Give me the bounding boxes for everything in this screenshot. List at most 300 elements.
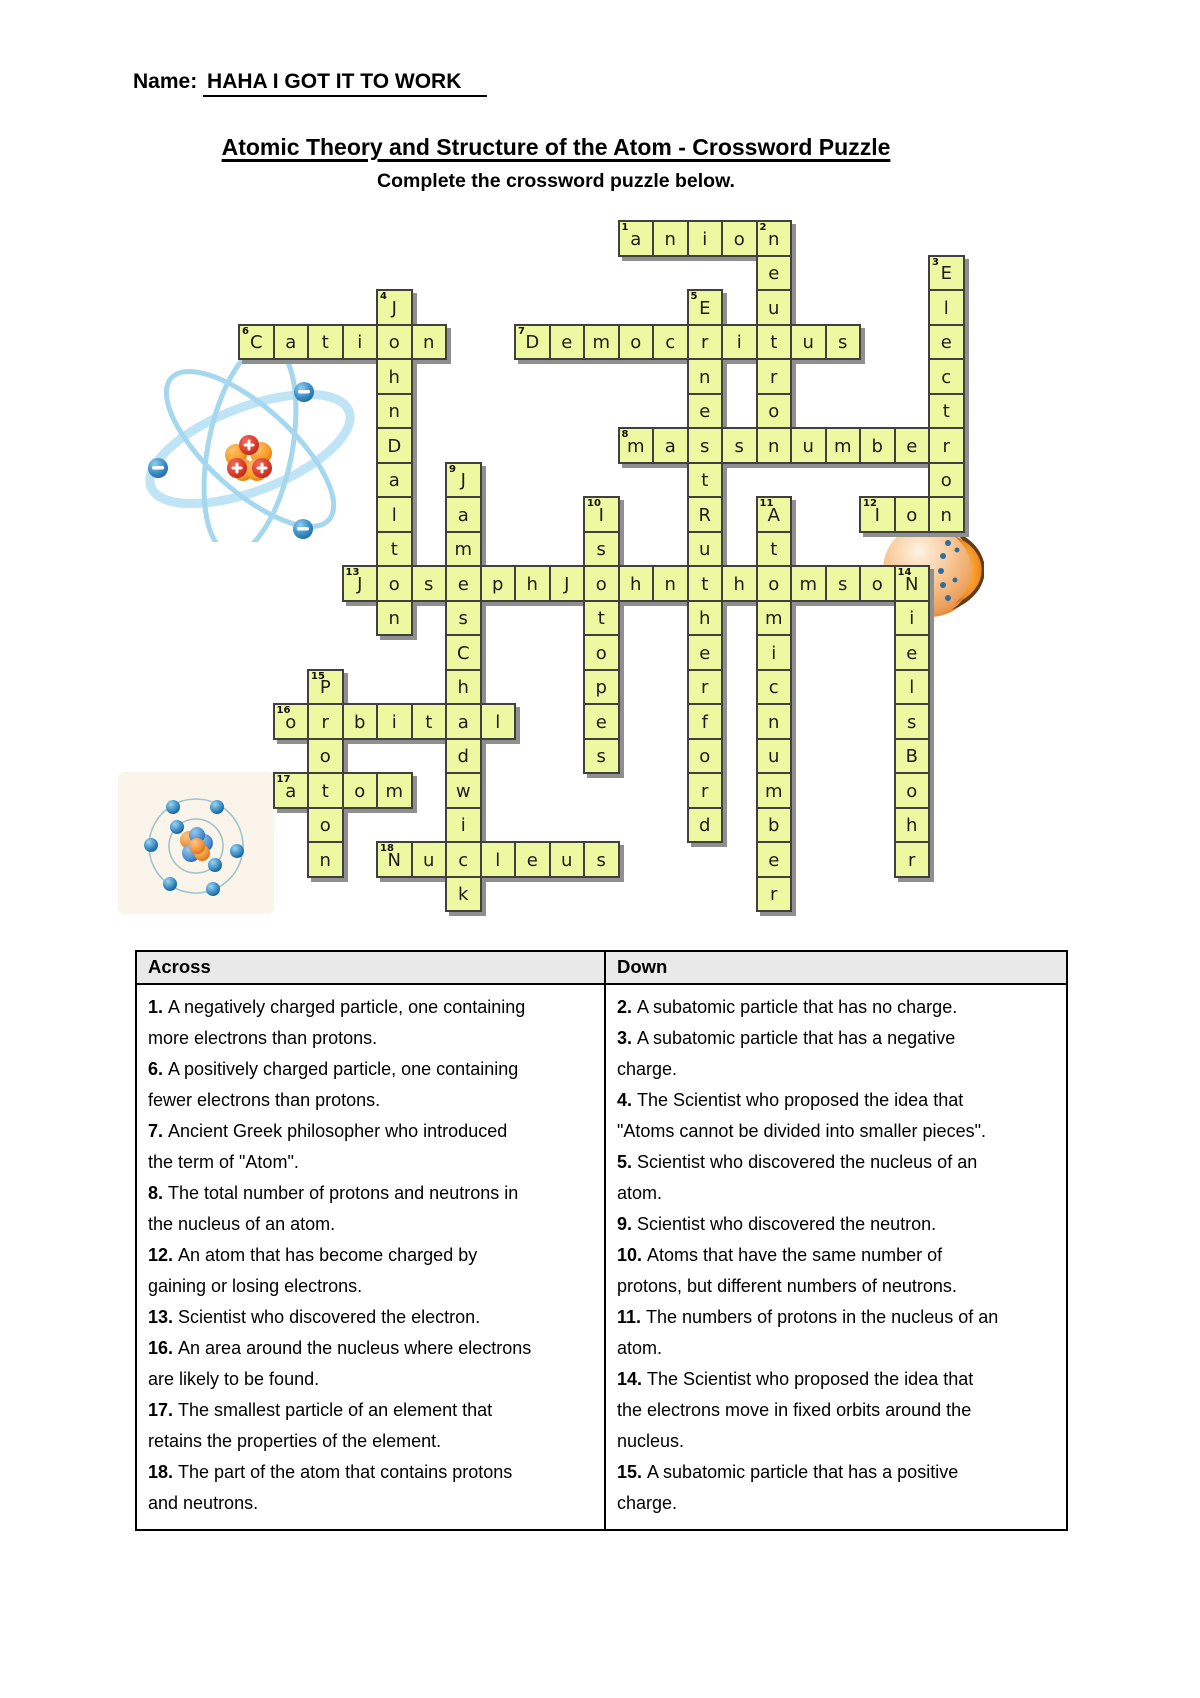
crossword-cell[interactable] [445, 531, 482, 568]
crossword-cell[interactable] [480, 841, 517, 878]
cell-letter: e [699, 401, 711, 423]
crossword-cell[interactable] [894, 738, 931, 775]
crossword-cell[interactable] [618, 565, 655, 602]
cell-letter: h [388, 366, 400, 388]
clue-item: 10. Atoms that have the same number of protons, but different numbers of neutrons. [617, 1245, 957, 1296]
cell-letter: J [460, 470, 466, 492]
crossword-cell[interactable] [687, 324, 724, 361]
crossword-cell[interactable] [583, 324, 620, 361]
cell-letter: t [390, 539, 398, 561]
crossword-cell[interactable] [549, 324, 586, 361]
crossword-cell[interactable] [894, 427, 931, 464]
cell-letter: n [664, 573, 676, 595]
crossword-cell[interactable] [549, 841, 586, 878]
crossword-cell[interactable] [790, 565, 827, 602]
cell-letter: o [354, 780, 366, 802]
crossword-cell[interactable] [445, 841, 482, 878]
crossword-cell[interactable] [376, 531, 413, 568]
bohr-atom-illustration [118, 772, 274, 914]
crossword-cell[interactable] [687, 531, 724, 568]
crossword-cell[interactable] [859, 565, 896, 602]
crossword-cell[interactable] [583, 703, 620, 740]
crossword-cell[interactable] [445, 496, 482, 533]
cell-number: 3 [932, 256, 939, 268]
cell-letter: N [905, 573, 919, 595]
crossword-cell[interactable] [445, 738, 482, 775]
cell-letter: s [458, 608, 468, 630]
cell-number: 15 [311, 670, 325, 682]
crossword-cell[interactable] [894, 669, 931, 706]
nucleus-cluster [225, 435, 272, 481]
crossword-cell[interactable] [583, 531, 620, 568]
clue-number: 10. [617, 1245, 648, 1265]
crossword-cell[interactable] [756, 841, 793, 878]
crossword-cell[interactable] [583, 634, 620, 671]
crossword-cell[interactable] [687, 703, 724, 740]
crossword-cell[interactable] [721, 427, 758, 464]
crossword-cell[interactable] [756, 255, 793, 292]
crossword-cell[interactable] [376, 358, 413, 395]
cell-letter: i [391, 711, 397, 733]
crossword-cell[interactable] [376, 324, 413, 361]
cell-number: 2 [759, 222, 767, 233]
cell-letter: o [768, 401, 780, 423]
crossword-cell[interactable] [687, 669, 724, 706]
crossword-cell[interactable] [307, 669, 344, 706]
cell-letter: t [321, 332, 329, 354]
crossword-cell[interactable] [549, 565, 586, 602]
crossword-cell[interactable] [445, 600, 482, 637]
cell-letter: m [454, 539, 473, 561]
cell-letter: r [770, 366, 778, 388]
cell-letter: u [768, 746, 780, 768]
cell-letter: h [906, 815, 918, 837]
bohr-model-icon [118, 772, 274, 914]
cell-letter: k [458, 884, 469, 906]
cell-letter: e [768, 263, 780, 285]
crossword-cell[interactable] [445, 772, 482, 809]
cell-letter: n [768, 228, 780, 250]
crossword-cell[interactable] [376, 427, 413, 464]
crossword-cell[interactable] [756, 738, 793, 775]
crossword-cell[interactable] [928, 462, 965, 499]
crossword-cell[interactable] [928, 324, 965, 361]
clue-number: 1. [148, 997, 169, 1017]
crossword-cell[interactable] [376, 703, 413, 740]
cell-letter: o [906, 780, 918, 802]
crossword-cell[interactable] [687, 427, 724, 464]
crossword-cell[interactable] [514, 565, 551, 602]
cell-letter: e [561, 332, 573, 354]
cell-letter: R [698, 504, 711, 526]
crossword-cell[interactable] [652, 427, 689, 464]
crossword-cell[interactable] [307, 772, 344, 809]
crossword-cell[interactable] [928, 427, 965, 464]
cell-letter: o [595, 642, 607, 664]
crossword-cell[interactable] [756, 634, 793, 671]
cell-letter: o [388, 573, 400, 595]
cell-letter: D [387, 435, 402, 457]
cell-letter: P [319, 677, 331, 699]
cell-letter: s [734, 435, 744, 457]
cell-letter: t [701, 470, 709, 492]
crossword-cell[interactable] [756, 669, 793, 706]
cell-number: 7 [518, 325, 525, 337]
crossword-cell[interactable] [756, 393, 793, 430]
crossword-cell[interactable] [756, 600, 793, 637]
crossword-cell[interactable] [928, 358, 965, 395]
crossword-cell[interactable] [307, 807, 344, 844]
clue-item: 11. The numbers of protons in the nucleus of an atom. [617, 1307, 999, 1358]
name-value[interactable]: HAHA I GOT IT TO WORK [203, 70, 487, 97]
cell-letter: m [764, 608, 783, 630]
crossword-cell[interactable] [376, 600, 413, 637]
crossword-cell[interactable] [411, 841, 448, 878]
cell-letter: o [630, 332, 642, 354]
clue-number: 6. [148, 1059, 169, 1079]
cell-letter: n [664, 228, 676, 250]
crossword-cell[interactable] [445, 703, 482, 740]
cell-letter: t [770, 332, 778, 354]
crossword-cell[interactable] [376, 565, 413, 602]
cell-letter: n [388, 608, 400, 630]
cell-letter: E [940, 263, 952, 285]
crossword-cell[interactable] [894, 703, 931, 740]
cell-letter: m [385, 780, 404, 802]
cell-letter: n [388, 401, 400, 423]
crossword-cell[interactable] [273, 324, 310, 361]
clue-item: 17. The smallest particle of an element that retains the properties of the element. [148, 1400, 493, 1451]
crossword-cell[interactable] [756, 427, 793, 464]
cell-letter: b [768, 815, 780, 837]
clue-item: 6. A positively charged particle, one containing fewer electrons than protons. [148, 1059, 519, 1110]
cell-letter: e [906, 642, 918, 664]
down-clues-column [604, 985, 1065, 1529]
cell-letter: o [319, 815, 331, 837]
cell-letter: J [564, 573, 570, 595]
crossword-cell[interactable] [894, 600, 931, 637]
clue-item: 2. A subatomic particle that has no charge. [617, 997, 958, 1017]
cell-letter: e [940, 332, 952, 354]
cell-letter: w [455, 780, 471, 802]
crossword-cell[interactable] [411, 324, 448, 361]
crossword-cell[interactable] [583, 565, 620, 602]
crossword-cell[interactable] [342, 324, 379, 361]
crossword-cell[interactable] [928, 289, 965, 326]
crossword-cell[interactable] [376, 496, 413, 533]
crossword-cell[interactable] [583, 496, 620, 533]
cell-number: 5 [690, 291, 698, 302]
crossword-cell[interactable] [756, 496, 793, 533]
crossword-cell[interactable] [238, 324, 275, 361]
clue-number: 17. [148, 1400, 179, 1420]
crossword-cell[interactable] [687, 807, 724, 844]
crossword-cell[interactable] [583, 738, 620, 775]
crossword-cell[interactable] [307, 841, 344, 878]
cell-number: 18 [380, 843, 394, 854]
across-header: Across [148, 956, 211, 977]
clue-item: 3. A subatomic particle that has a negative charge. [617, 1028, 956, 1079]
cell-letter: p [492, 573, 504, 595]
cell-letter: e [699, 642, 711, 664]
cell-letter: u [802, 435, 814, 457]
crossword-cell[interactable] [721, 220, 758, 257]
cell-letter: h [733, 573, 745, 595]
crossword-cell[interactable] [307, 738, 344, 775]
cell-number: 14 [897, 567, 912, 578]
cell-letter: s [596, 746, 606, 768]
clue-number: 13. [148, 1307, 179, 1327]
crossword-cell[interactable] [445, 462, 482, 499]
cell-letter: n [768, 711, 780, 733]
clue-number: 12. [148, 1245, 179, 1265]
crossword-cell[interactable] [376, 841, 413, 878]
cell-number: 8 [621, 429, 629, 440]
cell-number: 12 [863, 498, 877, 509]
cell-letter: u [802, 332, 814, 354]
crossword-cell[interactable] [894, 565, 931, 602]
cell-letter: h [630, 573, 642, 595]
crossword-cell[interactable] [790, 324, 827, 361]
cell-number: 13 [345, 567, 360, 578]
cell-letter: s [907, 711, 917, 733]
cell-letter: r [701, 780, 709, 802]
crossword-cell[interactable] [514, 324, 551, 361]
cell-letter: l [909, 677, 915, 699]
cell-letter: e [768, 849, 780, 871]
crossword-cell[interactable] [756, 876, 793, 913]
crossword-cell[interactable] [445, 634, 482, 671]
cell-letter: r [701, 677, 709, 699]
crossword-cell[interactable] [756, 289, 793, 326]
cell-letter: s [596, 539, 606, 561]
crossword-cell[interactable] [618, 427, 655, 464]
crossword-cell[interactable] [756, 324, 793, 361]
crossword-cell[interactable] [342, 772, 379, 809]
clue-item: 14. The Scientist who proposed the idea that the electrons move in fixed orbits around the nucleus. [617, 1369, 974, 1451]
cell-letter: t [597, 608, 605, 630]
cell-letter: o [940, 470, 952, 492]
clue-number: 7. [148, 1121, 169, 1141]
cell-letter: d [457, 746, 469, 768]
heading [0, 134, 1112, 193]
crossword-cell[interactable] [928, 393, 965, 430]
crossword-cell[interactable] [307, 703, 344, 740]
clue-item: 12. An atom that has become charged by gaining or losing electrons. [148, 1245, 478, 1296]
cell-letter: a [664, 435, 676, 457]
cell-letter: a [388, 470, 400, 492]
clue-item: 15. A subatomic particle that has a positive charge. [617, 1462, 959, 1513]
cell-letter: m [799, 573, 818, 595]
crossword-cell[interactable] [652, 324, 689, 361]
crossword-cell[interactable] [583, 600, 620, 637]
crossword-cell[interactable] [445, 565, 482, 602]
crossword-cell[interactable] [445, 876, 482, 913]
crossword-cell[interactable] [894, 772, 931, 809]
cell-letter: t [321, 780, 329, 802]
cell-letter: o [906, 504, 918, 526]
clue-item: 9. Scientist who discovered the neutron. [617, 1214, 937, 1234]
crossword-cell[interactable] [480, 565, 517, 602]
crossword-cell[interactable] [859, 427, 896, 464]
crossword-cell[interactable] [756, 358, 793, 395]
cell-letter: l [391, 504, 397, 526]
cell-letter: s [424, 573, 434, 595]
crossword-cell[interactable] [687, 565, 724, 602]
clue-item: 4. The Scientist who proposed the idea that "Atoms cannot be divided into smaller pieces". [617, 1090, 986, 1141]
crossword-cell[interactable] [756, 807, 793, 844]
crossword-cell[interactable] [756, 703, 793, 740]
crossword-cell[interactable] [687, 634, 724, 671]
crossword-cell[interactable] [514, 841, 551, 878]
cell-letter: o [768, 573, 780, 595]
crossword-cell[interactable] [687, 393, 724, 430]
crossword-cell[interactable] [825, 565, 862, 602]
crossword-cell[interactable] [652, 565, 689, 602]
cell-letter: c [665, 332, 676, 354]
crossword-cell[interactable] [480, 703, 517, 740]
crossword-cell[interactable] [894, 496, 931, 533]
cell-letter: m [592, 332, 611, 354]
clue-number: 14. [617, 1369, 648, 1389]
crossword-cell[interactable] [411, 565, 448, 602]
crossword-cell[interactable] [756, 565, 793, 602]
cell-letter: o [733, 228, 745, 250]
cell-letter: h [699, 608, 711, 630]
crossword-cell[interactable] [445, 807, 482, 844]
crossword-cell[interactable] [825, 427, 862, 464]
cell-letter: e [526, 849, 538, 871]
crossword-cell[interactable] [894, 807, 931, 844]
cell-letter: i [771, 642, 777, 664]
crossword-cell[interactable] [583, 841, 620, 878]
cell-letter: l [495, 711, 501, 733]
cell-letter: a [457, 711, 469, 733]
cell-letter: f [701, 711, 708, 733]
crossword-cell[interactable] [928, 496, 965, 533]
cell-letter: h [457, 677, 469, 699]
crossword-cell[interactable] [894, 634, 931, 671]
crossword-cell[interactable] [376, 289, 413, 326]
cell-letter: e [906, 435, 918, 457]
cell-letter: m [764, 780, 783, 802]
cell-letter: e [595, 711, 607, 733]
clue-item: 8. The total number of protons and neutrons in the nucleus of an atom. [148, 1183, 519, 1234]
crossword-cell[interactable] [721, 565, 758, 602]
cell-letter: s [838, 332, 848, 354]
name-line [133, 70, 487, 97]
cell-letter: N [387, 849, 401, 871]
crossword-cell[interactable] [342, 565, 379, 602]
cell-letter: o [871, 573, 883, 595]
crossword-cell[interactable] [859, 496, 896, 533]
cell-letter: o [388, 332, 400, 354]
cell-letter: u [699, 539, 711, 561]
crossword-cell[interactable] [618, 220, 655, 257]
clue-table [135, 950, 1068, 1531]
clue-number: 2. [617, 997, 638, 1017]
crossword-cell[interactable] [342, 703, 379, 740]
cell-letter: i [357, 332, 363, 354]
cell-letter: o [319, 746, 331, 768]
clue-number: 16. [148, 1338, 179, 1358]
crossword-cell[interactable] [307, 324, 344, 361]
crossword-cell[interactable] [687, 738, 724, 775]
crossword-cell[interactable] [618, 324, 655, 361]
cell-letter: J [391, 297, 397, 319]
cell-number: 9 [449, 463, 456, 475]
crossword-cell[interactable] [928, 255, 965, 292]
crossword-cell[interactable] [411, 703, 448, 740]
cell-letter: r [321, 711, 329, 733]
crossword-cell[interactable] [583, 669, 620, 706]
clue-item: 1. A negatively charged particle, one containing more electrons than protons. [148, 997, 526, 1048]
cell-letter: n [699, 366, 711, 388]
atom-icon [133, 337, 373, 542]
crossword-cell[interactable] [273, 703, 310, 740]
crossword-cell[interactable] [756, 772, 793, 809]
clue-item: 18. The part of the atom that contains protons and neutrons. [148, 1462, 513, 1513]
cell-number: 11 [759, 498, 774, 509]
crossword-cell[interactable] [756, 220, 793, 257]
cell-letter: n [319, 849, 331, 871]
cell-letter: c [768, 677, 779, 699]
cell-letter: I [598, 504, 604, 526]
cell-letter: C [456, 642, 470, 664]
cell-letter: b [354, 711, 366, 733]
crossword-cell[interactable] [790, 427, 827, 464]
cell-number: 10 [587, 498, 601, 509]
cell-letter: a [285, 780, 297, 802]
cell-letter: i [460, 815, 466, 837]
crossword-cell[interactable] [894, 841, 931, 878]
crossword-cell[interactable] [687, 600, 724, 637]
clue-number: 18. [148, 1462, 179, 1482]
cell-letter: B [905, 746, 918, 768]
page-title: Atomic Theory and Structure of the Atom - Crossword Puzzle [221, 134, 891, 160]
cell-letter: m [833, 435, 852, 457]
crossword-cell[interactable] [445, 669, 482, 706]
clue-item: 16. An area around the nucleus where electrons are likely to be found. [148, 1338, 532, 1389]
cell-letter: c [458, 849, 469, 871]
crossword-cell[interactable] [652, 220, 689, 257]
cell-letter: b [871, 435, 883, 457]
crossword-cell[interactable] [687, 220, 724, 257]
crossword-cell[interactable] [825, 324, 862, 361]
cell-letter: C [249, 332, 263, 354]
crossword-cell[interactable] [273, 772, 310, 809]
crossword-cell[interactable] [687, 358, 724, 395]
crossword-cell[interactable] [687, 289, 724, 326]
name-label: Name: [133, 70, 198, 93]
cell-letter: J [357, 573, 363, 595]
crossword-cell[interactable] [687, 772, 724, 809]
cell-letter: a [285, 332, 297, 354]
cell-letter: n [768, 435, 780, 457]
crossword-cell[interactable] [376, 772, 413, 809]
clue-item: 13. Scientist who discovered the electron. [148, 1307, 481, 1327]
clue-table-header [137, 952, 1066, 985]
crossword-cell[interactable] [376, 393, 413, 430]
crossword-cell[interactable] [687, 496, 724, 533]
crossword-cell[interactable] [756, 531, 793, 568]
crossword-cell[interactable] [376, 462, 413, 499]
crossword-cell[interactable] [721, 324, 758, 361]
atom-orbit-illustration [133, 337, 373, 542]
crossword-cell[interactable] [687, 462, 724, 499]
cell-letter: E [699, 297, 711, 319]
cell-letter: I [874, 504, 880, 526]
